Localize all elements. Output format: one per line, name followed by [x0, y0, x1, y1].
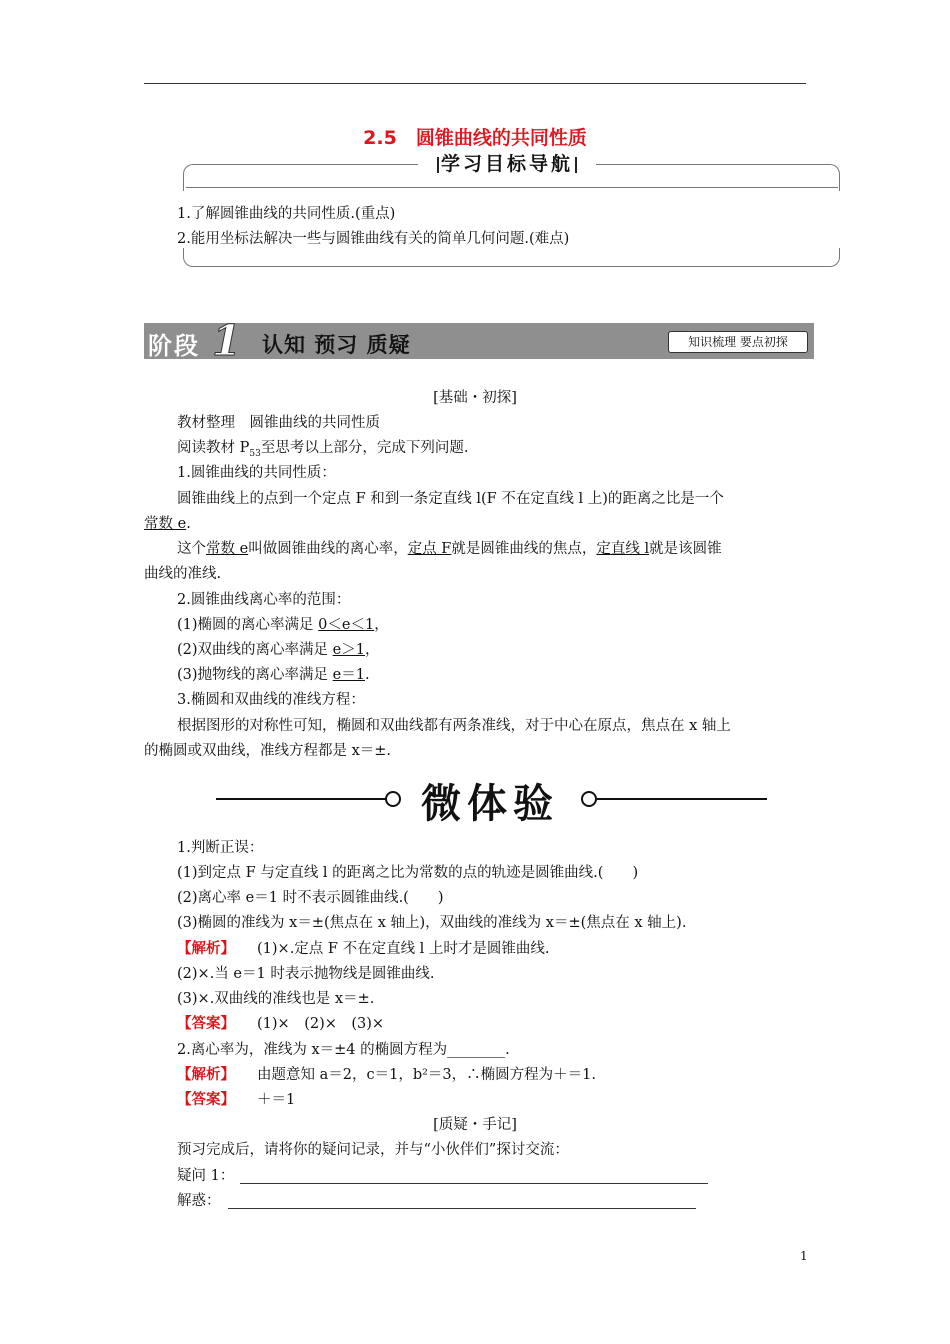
definition-text-d: 就是该圆锥: [649, 541, 722, 557]
range-ellipse-text: (1)椭圆的离心率满足: [177, 617, 319, 633]
mini-banner-circle-right: [581, 791, 597, 807]
definition-directrix: 定直线 l: [596, 541, 650, 557]
definition-line-2: 曲线的准线.: [144, 566, 222, 582]
answer-tag: 【答案】: [177, 1015, 235, 1032]
q1-analysis-text-1: (1)×.定点 F 不在定直线 l 上时才是圆锥曲线.: [257, 941, 550, 957]
q2-answer-text: ＋＝1: [257, 1092, 296, 1108]
mini-banner-rule-right: [597, 798, 767, 800]
range-parabola-end: .: [364, 667, 370, 683]
reading-line: [177, 438, 468, 464]
page-title: 2.5 圆锥曲线的共同性质: [363, 127, 587, 149]
q1-item-2: (2)离心率 e＝1 时不表示圆锥曲线.( ): [177, 890, 444, 906]
objectives-box-bottom: [183, 248, 840, 267]
definition-text-b: 叫做圆锥曲线的离心率，: [248, 541, 408, 557]
range-parabola: [177, 665, 370, 685]
q1-answer-text: (1)× (2)× (3)×: [257, 1016, 385, 1032]
q2-analysis-text: 由题意知 a＝2，c＝1，b²＝3，∴椭圆方程为＋＝1.: [257, 1067, 596, 1083]
property-const: 常数 e: [144, 516, 187, 532]
topic-line: 教材整理 圆锥曲线的共同性质: [177, 415, 380, 431]
mini-banner-rule-left: [216, 798, 386, 800]
q1-item-1: (1)到定点 F 与定直线 l 的距离之比为常数的点的轨迹是圆锥曲线.( ): [177, 865, 639, 881]
question-label: 疑问 1：: [177, 1168, 235, 1184]
property-end: .: [186, 516, 191, 532]
stage-label: 阶段: [148, 332, 200, 360]
q1-answer: [177, 1014, 384, 1034]
stage-number: 1: [212, 316, 242, 365]
reading-prefix: 阅读教材 P: [177, 440, 250, 456]
notes-intro: 预习完成后，请将你的疑问记录，并与“小伙伴们”探讨交流：: [177, 1142, 569, 1158]
range-hyperbola-value: e＞1: [332, 642, 365, 658]
range-hyperbola-text: (2)双曲线的离心率满足: [177, 642, 333, 658]
answer-label: 解惑：: [177, 1193, 221, 1209]
range-ellipse: [177, 615, 389, 635]
range-heading: 2.圆锥曲线离心率的范围：: [177, 592, 351, 608]
definition-text-c: 就是圆锥曲线的焦点，: [451, 541, 597, 557]
directrix-line-2: 的椭圆或双曲线，准线方程都是 x＝±.: [144, 743, 392, 759]
range-parabola-value: e＝1: [332, 667, 365, 683]
objectives-box-divider: [186, 187, 838, 190]
q1-analysis-3: (3)×.双曲线的准线也是 x＝±.: [177, 991, 375, 1007]
q1-analysis-2: (2)×.当 e＝1 时表示抛物线是圆锥曲线.: [177, 966, 435, 982]
section-tag-basics: [基础・初探]: [433, 390, 517, 406]
range-ellipse-end: ，: [374, 617, 389, 633]
mini-banner-circle-left: [385, 791, 401, 807]
section-tag-notes: [质疑・手记]: [433, 1117, 517, 1133]
objectives-banner: [418, 151, 596, 177]
property-line-1: 圆锥曲线上的点到一个定点 F 和到一条定直线 l(F 不在定直线 l 上)的距离之比是一个: [177, 491, 724, 507]
range-hyperbola: [177, 640, 379, 660]
stage-heading: 认知 预习 质疑: [262, 333, 411, 357]
property-heading: 1.圆锥曲线的共同性质：: [177, 465, 336, 481]
objectives-banner-text: 学习目标导航: [440, 153, 573, 175]
definition-text-a: 这个: [177, 541, 206, 557]
answer-blank-line[interactable]: [228, 1208, 696, 1209]
q2-question: 2.离心率为，准线为 x＝±4 的椭圆方程为________.: [177, 1042, 510, 1058]
analysis-tag-2: 【解析】: [177, 1066, 235, 1083]
directrix-line-1: 根据图形的对称性可知，椭圆和双曲线都有两条准线，对于中心在原点，焦点在 x 轴上: [177, 718, 731, 734]
property-line-2: [144, 514, 191, 534]
question-blank-line[interactable]: [240, 1183, 708, 1184]
q1-analysis-1: [177, 939, 550, 959]
analysis-tag: 【解析】: [177, 940, 235, 957]
stage-tag: 知识梳理 要点初探: [668, 331, 808, 353]
reading-page-sub: 53: [249, 448, 261, 459]
page-number: 1: [800, 1249, 808, 1263]
objective-item-2: 2.能用坐标法解决一些与圆锥曲线有关的简单几何问题.(难点): [177, 231, 570, 247]
q1-heading: 1.判断正误：: [177, 840, 264, 856]
directrix-heading: 3.椭圆和双曲线的准线方程：: [177, 692, 365, 708]
range-ellipse-value: 0＜e＜1: [318, 617, 375, 633]
definition-line-1: [177, 539, 722, 559]
reading-suffix: 至思考以上部分，完成下列问题.: [260, 440, 469, 456]
range-parabola-text: (3)抛物线的离心率满足: [177, 667, 333, 683]
objective-item-1: 1.了解圆锥曲线的共同性质.(重点): [177, 206, 396, 222]
q2-analysis: [177, 1065, 596, 1085]
definition-focus: 定点 F: [407, 541, 452, 557]
mini-banner-title: 微体验: [421, 781, 559, 827]
q1-item-3: (3)椭圆的准线为 x＝±(焦点在 x 轴上)，双曲线的准线为 x＝±(焦点在 x 轴上).: [177, 915, 687, 931]
range-hyperbola-end: ，: [364, 642, 380, 658]
answer-tag-2: 【答案】: [177, 1091, 235, 1108]
definition-const: 常数 e: [206, 541, 249, 557]
header-rule: [144, 83, 806, 84]
q2-answer: [177, 1090, 295, 1110]
